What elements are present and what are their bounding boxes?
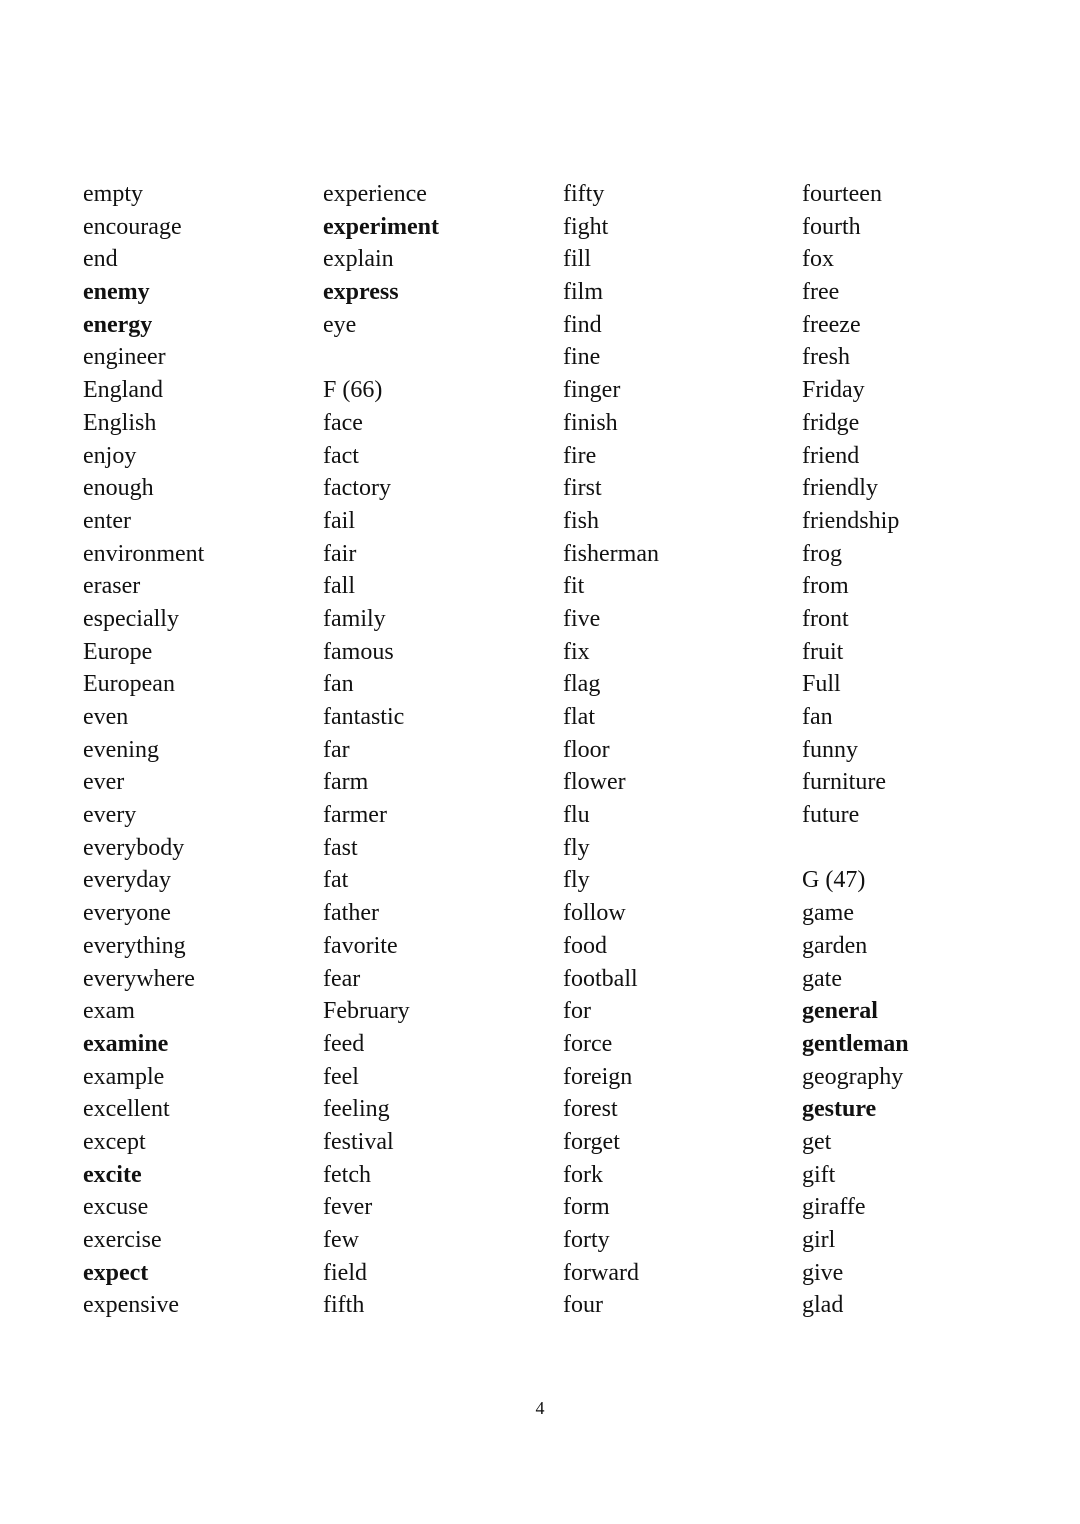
word-entry: forget [563, 1128, 620, 1155]
word-entry: fork [563, 1161, 603, 1188]
word-entry: few [323, 1227, 359, 1253]
word-entry: fourth [802, 213, 861, 240]
word-entry: fish [563, 507, 599, 534]
word-entry: exercise [83, 1227, 162, 1253]
word-entry: excellent [83, 1096, 170, 1123]
word-entry: excuse [83, 1194, 149, 1221]
word-entry: glad [802, 1292, 844, 1319]
word-entry: Full [802, 671, 841, 698]
word-entry: free [802, 279, 840, 306]
word-entry: from [802, 573, 849, 600]
word-entry: exam [83, 998, 135, 1025]
word-entry: flat [563, 704, 595, 730]
word-entry: game [802, 900, 854, 927]
word-entry: forward [563, 1259, 639, 1286]
word-entry: everything [83, 932, 186, 959]
word-entry: end [83, 246, 118, 273]
word-entry: encourage [83, 213, 182, 240]
word-entry: February [323, 998, 410, 1025]
word-entry: friend [802, 442, 860, 469]
word-entry: giraffe [802, 1194, 866, 1221]
word-entry: fan [323, 671, 354, 698]
word-entry: expect [83, 1259, 149, 1286]
word-entry: enough [83, 475, 154, 502]
word-entry: friendship [802, 507, 900, 534]
word-entry: everyday [83, 867, 171, 894]
word-entry: fat [323, 867, 349, 894]
word-entry: fox [802, 246, 834, 273]
word-entry: finger [563, 377, 621, 404]
word-entry: floor [563, 736, 610, 763]
word-entry: five [563, 605, 601, 632]
word-entry: energy [83, 311, 153, 338]
word-entry: fit [563, 573, 585, 600]
word-entry: fine [563, 344, 601, 371]
word-entry: foreign [563, 1063, 633, 1090]
word-entry: father [323, 900, 379, 927]
word-entry: fever [323, 1194, 373, 1221]
word-entry: everybody [83, 834, 185, 861]
word-entry: fly [563, 867, 590, 894]
word-entry: fridge [802, 409, 860, 436]
word-entry: explain [323, 246, 394, 273]
word-entry: force [563, 1030, 613, 1057]
word-entry: frog [802, 540, 842, 567]
word-entry: expensive [83, 1292, 179, 1319]
word-entry: English [83, 409, 157, 436]
word-entry: England [83, 377, 163, 404]
word-entry: gentleman [802, 1030, 909, 1057]
word-entry: film [563, 279, 603, 306]
word-entry: especially [83, 605, 179, 632]
word-entry: friendly [802, 475, 878, 502]
word-entry: F (66) [323, 377, 383, 404]
word-entry: fan [802, 704, 833, 730]
word-entry: fast [323, 834, 358, 861]
word-entry: European [83, 671, 175, 698]
word-entry: fifth [323, 1292, 365, 1319]
word-entry: forty [563, 1227, 610, 1253]
word-entry: eraser [83, 573, 141, 600]
word-entry: fetch [323, 1161, 371, 1188]
word-entry: furniture [802, 769, 886, 796]
word-entry: fantastic [323, 704, 405, 730]
word-entry: fire [563, 442, 597, 469]
word-entry: find [563, 311, 602, 338]
word-entry: festival [323, 1128, 394, 1155]
word-entry: ever [83, 769, 125, 796]
word-entry: forest [563, 1096, 618, 1123]
word-entry: follow [563, 900, 626, 927]
word-entry: fair [323, 540, 357, 567]
word-entry: Europe [83, 638, 153, 665]
word-entry: flag [563, 671, 601, 698]
word-column-1 [83, 178, 313, 1322]
word-entry: fill [563, 246, 591, 273]
word-entry: enjoy [83, 442, 137, 469]
word-entry: fly [563, 834, 590, 861]
word-entry: food [563, 932, 607, 959]
word-entry: fix [563, 638, 590, 665]
word-entry: fail [323, 507, 355, 534]
word-entry: farmer [323, 802, 387, 829]
word-entry: general [802, 998, 878, 1025]
word-entry: gift [802, 1161, 836, 1188]
word-entry: fight [563, 213, 609, 240]
word-entry: fresh [802, 344, 850, 371]
word-entry: evening [83, 736, 159, 763]
word-entry: G (47) [802, 867, 866, 894]
word-entry: fisherman [563, 540, 659, 567]
word-entry: factory [323, 475, 391, 502]
word-entry: form [563, 1194, 610, 1221]
word-entry: fact [323, 442, 359, 469]
word-entry: famous [323, 638, 394, 665]
word-entry: finish [563, 409, 618, 436]
word-entry: Friday [802, 377, 865, 404]
word-entry: feeling [323, 1096, 390, 1123]
word-entry: fall [323, 573, 355, 600]
word-entry: front [802, 605, 849, 632]
word-entry: for [563, 998, 591, 1025]
word-entry: excite [83, 1161, 142, 1188]
word-entry: even [83, 704, 129, 730]
word-column-3 [563, 178, 793, 1322]
word-entry: freeze [802, 311, 861, 338]
word-entry: express [323, 279, 399, 306]
word-entry: farm [323, 769, 369, 796]
word-entry: geography [802, 1063, 904, 1090]
word-entry: get [802, 1128, 832, 1155]
word-entry: funny [802, 736, 858, 763]
word-column-2 [323, 178, 553, 1322]
word-entry: examine [83, 1030, 169, 1057]
word-entry: give [802, 1259, 844, 1286]
word-entry: eye [323, 311, 357, 338]
word-entry: enemy [83, 279, 150, 306]
word-entry: fifty [563, 181, 605, 207]
word-entry: fourteen [802, 181, 882, 207]
blank-line [323, 341, 553, 374]
word-entry: gate [802, 965, 842, 992]
word-entry: far [323, 736, 350, 763]
word-entry: fruit [802, 638, 844, 665]
word-entry: gesture [802, 1096, 877, 1123]
word-entry: flower [563, 769, 626, 796]
word-entry: first [563, 475, 602, 502]
word-entry: everyone [83, 900, 171, 927]
word-entry: field [323, 1259, 367, 1286]
page-number: 4 [535, 1398, 545, 1418]
word-entry: future [802, 802, 860, 829]
word-entry: except [83, 1128, 146, 1155]
word-entry: football [563, 965, 638, 992]
word-entry: flu [563, 802, 590, 829]
word-entry: favorite [323, 932, 398, 959]
word-entry: girl [802, 1227, 836, 1253]
word-entry: enter [83, 507, 131, 534]
word-entry: experiment [323, 213, 439, 240]
blank-line [802, 832, 1032, 865]
word-entry: empty [83, 181, 143, 207]
word-column-4 [802, 178, 1032, 1322]
word-entry: family [323, 605, 386, 632]
word-entry: example [83, 1063, 165, 1090]
word-entry: environment [83, 540, 205, 567]
word-entry: garden [802, 932, 868, 959]
word-entry: every [83, 802, 137, 829]
word-entry: everywhere [83, 965, 195, 992]
word-entry: experience [323, 181, 427, 207]
word-entry: feed [323, 1030, 365, 1057]
word-entry: face [323, 409, 363, 436]
word-entry: four [563, 1292, 603, 1319]
word-entry: fear [323, 965, 361, 992]
word-entry: engineer [83, 344, 166, 371]
word-entry: feel [323, 1063, 359, 1090]
